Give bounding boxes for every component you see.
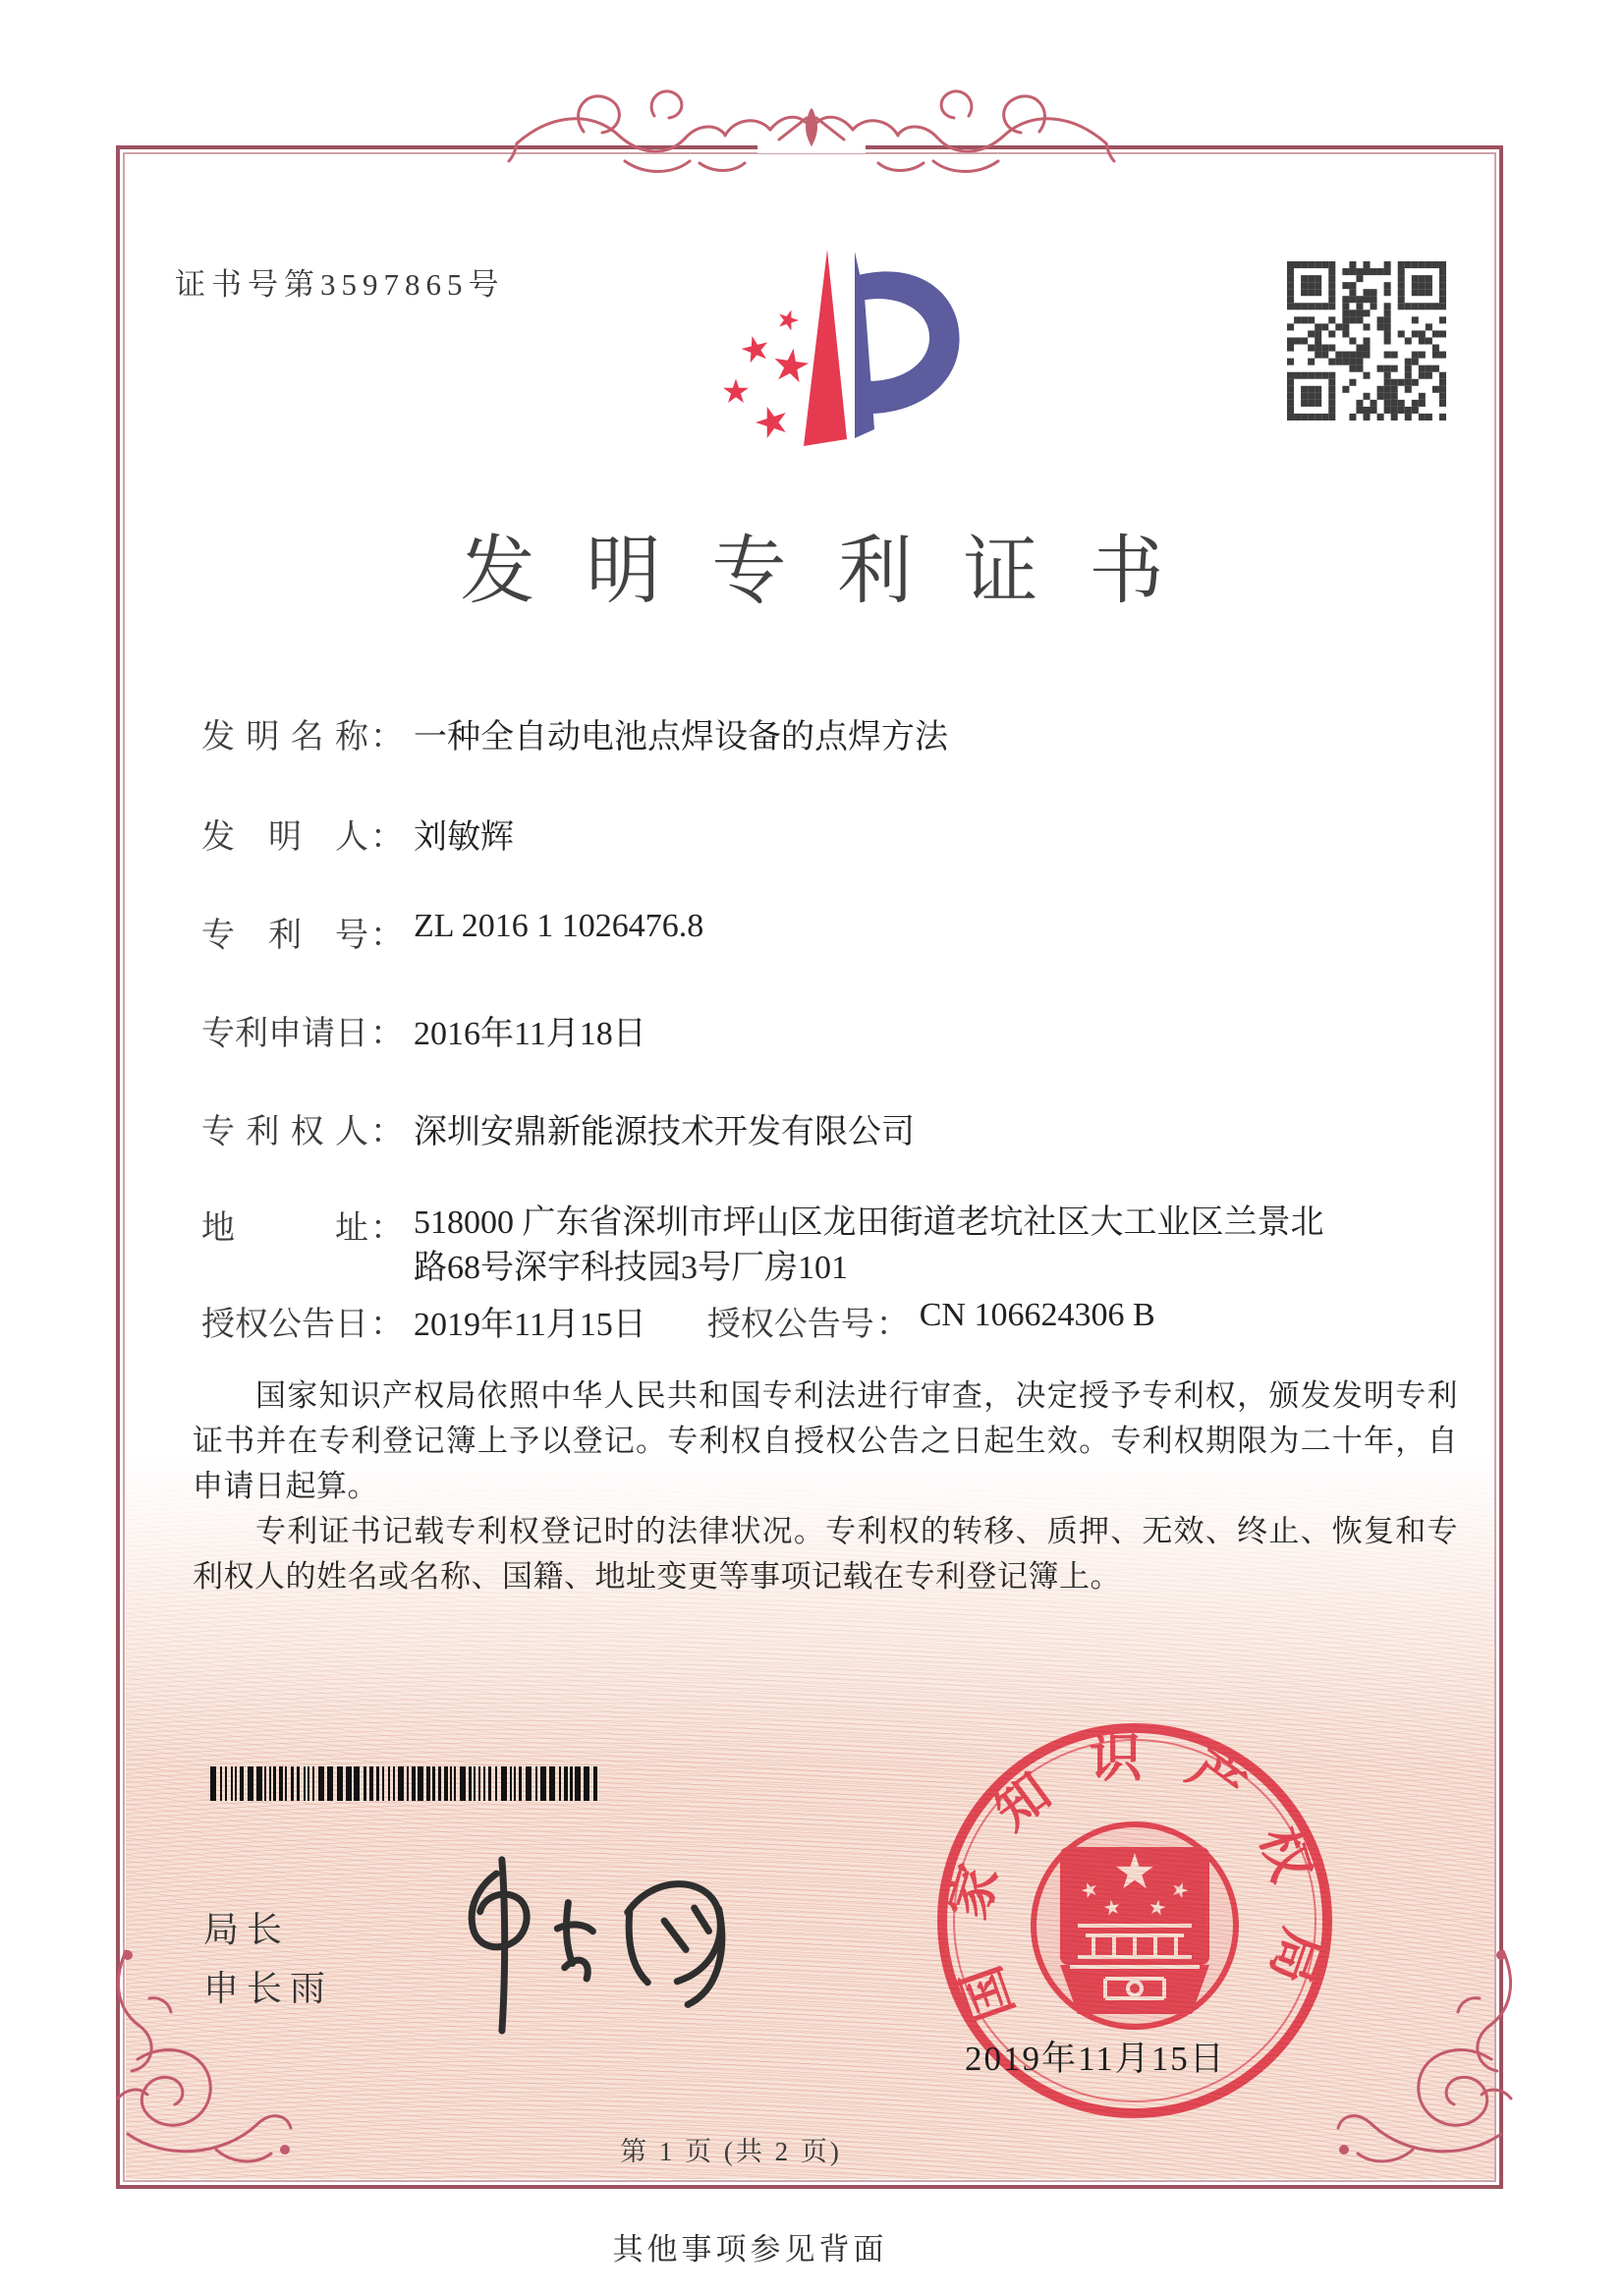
director-title-label: 局长 [203, 1910, 291, 1949]
director-name: 申长雨 [203, 1969, 334, 2008]
legal-body-text [193, 1373, 1458, 1599]
seal-agency-text: 国家知识产权局 [937, 1728, 1333, 2029]
field-row-grant [201, 1297, 1155, 1345]
field-row-inventor [201, 810, 514, 858]
field-row-address [201, 1201, 1342, 1291]
field-label: 授权公告日 [201, 1307, 368, 1343]
legal-paragraph-2: 专利证书记载专利权登记时的法律状况。专利权的转移、质押、无效、终止、恢复和专利权人的姓名或名称、国籍、地址变更等事项记载在专利登记簿上。 [193, 1514, 1458, 1594]
barcode [210, 1766, 605, 1801]
field-value-patentee: 深圳安鼎新能源技术开发有限公司 [414, 1114, 915, 1150]
back-side-note: 其他事项参见背面 [612, 2232, 888, 2267]
field-label: 专利申请日 [201, 1016, 368, 1052]
seal-national-emblem [1034, 1824, 1236, 2027]
page-number-footer: 第 1 页 (共 2 页) [620, 2137, 842, 2166]
field-row-invention-name [201, 709, 948, 757]
top-flourish-ornament [507, 77, 1116, 204]
field-row-patentee [201, 1104, 915, 1152]
field-value-grant-number: CN 106624306 B [919, 1297, 1155, 1333]
field-row-filing-date [201, 1006, 646, 1054]
logo-stars [723, 307, 811, 440]
field-colon: ： [370, 819, 404, 856]
field-colon: ： [875, 1307, 910, 1343]
field-label: 专利号 [201, 918, 368, 954]
field-value-inventor: 刘敏辉 [414, 819, 514, 856]
field-value-grant-date: 2019年11月15日 [414, 1307, 646, 1343]
field-label: 授权公告号 [706, 1307, 874, 1343]
field-colon: ： [370, 918, 404, 954]
certificate-title: 发明专利证书 [460, 531, 1215, 613]
field-value-filing-date: 2016年11月18日 [414, 1016, 646, 1052]
field-label: 发明名称 [201, 719, 368, 756]
field-label: 地址 [201, 1210, 368, 1247]
field-value-address: 518000 广东省深圳市坪山区龙田街道老坑社区大工业区兰景北路68号深宇科技园3号厂房101 [414, 1204, 1324, 1286]
field-colon: ： [370, 1114, 404, 1150]
field-label: 发明人 [201, 819, 368, 856]
certificate-number: 证书号第3597865号 [175, 267, 505, 302]
cnipa-logo-icon [660, 242, 989, 463]
field-colon: ： [370, 1016, 404, 1052]
seal-date: 2019年11月15日 [965, 2040, 1226, 2078]
field-row-patent-number [201, 908, 703, 956]
field-label: 专利权人 [201, 1114, 368, 1150]
field-colon: ： [370, 1307, 404, 1343]
field-colon: ： [370, 1210, 404, 1247]
field-value-patent-number: ZL 2016 1 1026476.8 [414, 908, 704, 944]
handwritten-signature [422, 1849, 747, 2060]
field-pair-grant-number [707, 1297, 1155, 1345]
field-value-invention-name: 一种全自动电池点焊设备的点焊方法 [414, 719, 948, 756]
field-colon: ： [370, 719, 404, 756]
legal-paragraph-1: 国家知识产权局依照中华人民共和国专利法进行审查，决定授予专利权，颁发发明专利证书并在专利登记簿上予以登记。专利权自授权公告之日起生效。专利权期限为二十年，自申请日起算。 [193, 1378, 1458, 1503]
qr-code [1287, 261, 1446, 420]
